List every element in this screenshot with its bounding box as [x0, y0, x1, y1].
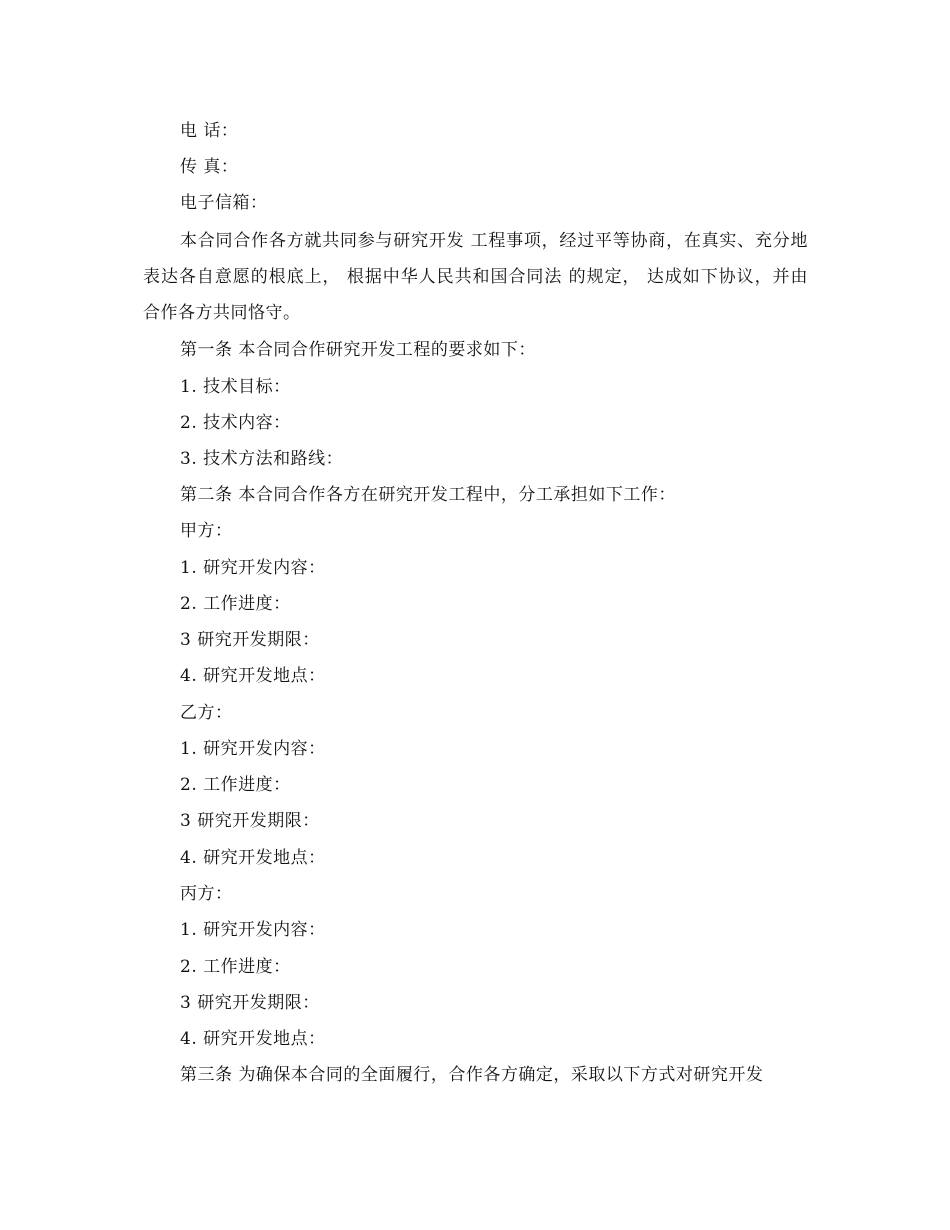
- party-a-item-1: 1. 研究开发内容：: [180, 558, 326, 578]
- party-b-item-4: 4. 研究开发地点：: [180, 848, 326, 868]
- phone-label: 电 话：: [180, 121, 239, 141]
- preamble-paragraph: 本合同合作各方就共同参与研究开发 工程事项，经过平等协商，在真实、充分地表达各自意愿的根底上， 根据中华人民共和国合同法 的规定， 达成如下协议，并由合作各方共同恪守。: [143, 231, 808, 323]
- party-a-label: 甲方：: [180, 521, 233, 541]
- fax-label: 传 真：: [180, 157, 239, 177]
- party-c-item-1: 1. 研究开发内容：: [180, 920, 326, 940]
- article-3-heading: 第三条 为确保本合同的全面履行，合作各方确定，采取以下方式对研究开发: [180, 1065, 764, 1085]
- article-1-item-2: 2. 技术内容：: [180, 413, 291, 433]
- party-b-item-1: 1. 研究开发内容：: [180, 739, 326, 759]
- article-1-item-1: 1. 技术目标：: [180, 377, 291, 397]
- email-label: 电子信箱：: [180, 193, 268, 213]
- party-b-item-2: 2. 工作进度：: [180, 775, 291, 795]
- party-c-item-2: 2. 工作进度：: [180, 957, 291, 977]
- party-a-item-4: 4. 研究开发地点：: [180, 666, 326, 686]
- party-a-item-2: 2. 工作进度：: [180, 594, 291, 614]
- party-a-item-3: 3 研究开发期限：: [180, 630, 320, 650]
- party-b-item-3: 3 研究开发期限：: [180, 811, 320, 831]
- party-c-item-3: 3 研究开发期限：: [180, 993, 320, 1013]
- party-b-label: 乙方：: [180, 703, 233, 723]
- article-2-heading: 第二条 本合同合作各方在研究开发工程中，分工承担如下工作：: [180, 485, 676, 505]
- party-c-label: 丙方：: [180, 884, 233, 904]
- article-1-heading: 第一条 本合同合作研究开发工程的要求如下：: [180, 340, 536, 360]
- article-1-item-3: 3. 技术方法和路线：: [180, 449, 344, 469]
- party-c-item-4: 4. 研究开发地点：: [180, 1029, 326, 1049]
